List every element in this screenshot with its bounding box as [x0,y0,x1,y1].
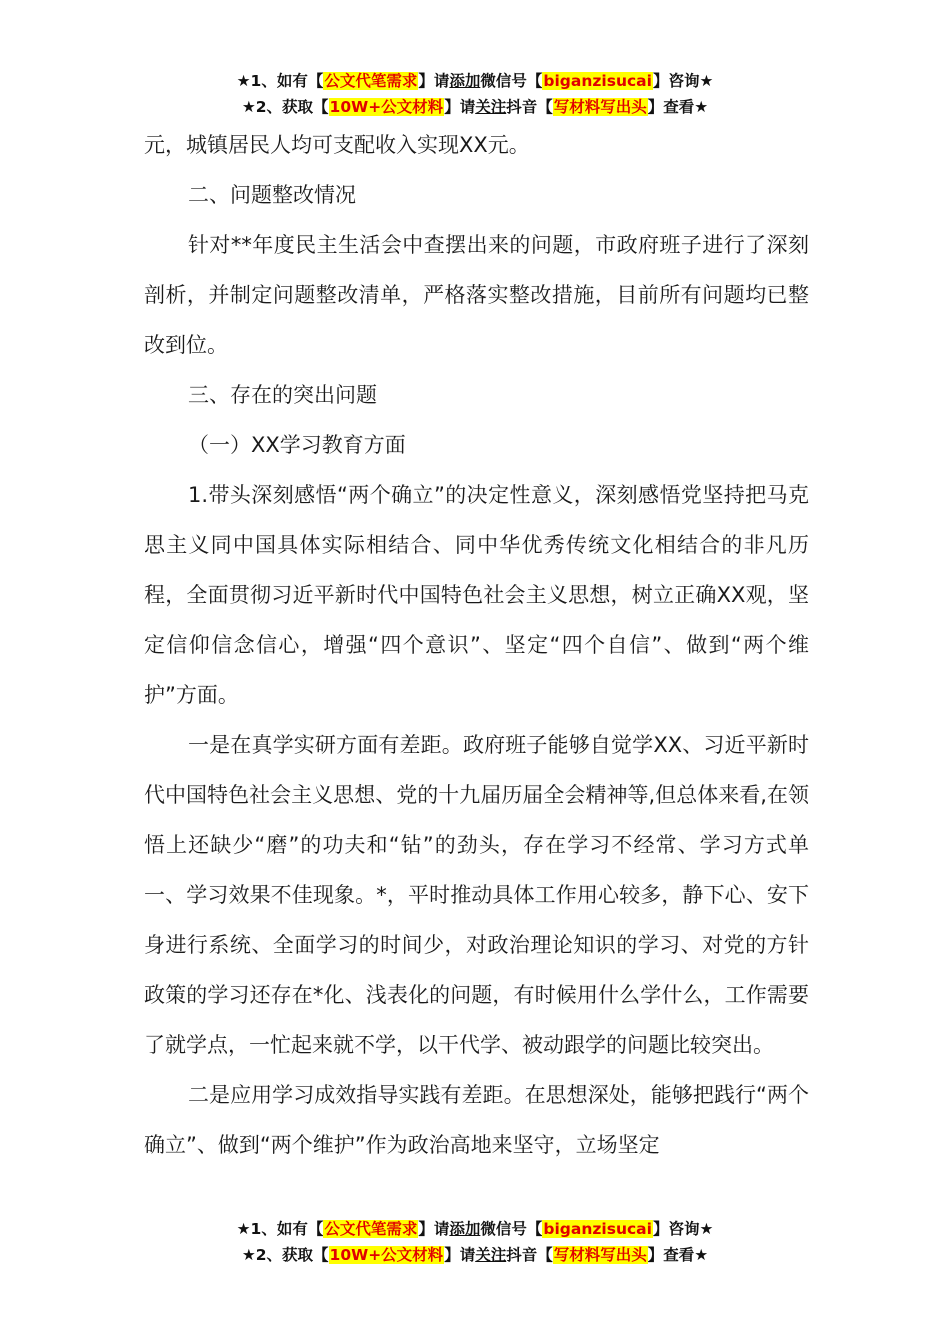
banner-highlight: 写材料写出头 [553,1246,647,1264]
banner-text: ★2、获取【 [241,1246,329,1264]
banner-line-1 [0,1216,950,1242]
banner-text: 抖音【 [506,1246,553,1264]
banner-highlight: 公文代笔需求 [324,72,418,90]
banner-line-2 [0,94,950,120]
paragraph: 针对**年度民主生活会中查摆出来的问题，市政府班子进行了深刻剖析，并制定问题整改清单，严格落实整改措施，目前所有问题均已整改到位。 [144,233,809,357]
banner-text: 微信号【 [480,1220,543,1238]
subsection-heading: （一）XX学习教育方面 [188,433,406,457]
document-body [144,120,809,1170]
top-banner [0,68,950,120]
banner-highlight: 10W+公文材料 [329,98,444,116]
banner-text: 抖音【 [506,98,553,116]
banner-text: 】请 [418,72,450,90]
banner-emphasis: 关注 [475,1246,507,1264]
banner-emphasis: 关注 [475,98,507,116]
banner-text: 微信号【 [480,72,543,90]
paragraph: 一是在真学实研方面有差距。政府班子能够自觉学XX、习近平新时代中国特色社会主义思想、党的十九届历届全会精神等,但总体来看,在领悟上还缺少“磨”的功夫和“钻”的劲头，存在学习不经常、学习方式单一、学习效果不佳现象。*，平时推动具体工作用心较多，静下心、安下身进行系统、全面学习的时间少，对政治理论知识的学习、对党的方针政策的学习还存在*化、浅表化的问题，有时候用什么学什么，工作需要了就学点，一忙起来就不学，以干代学、被动跟学的问题比较突出。 [144,733,809,1057]
banner-text: 】请 [444,1246,476,1264]
banner-text: 】查看★ [647,98,709,116]
banner-emphasis: 添加 [449,72,481,90]
banner-text: 】咨询★ [652,72,714,90]
banner-line-2 [0,1242,950,1268]
banner-text: 】查看★ [647,1246,709,1264]
bottom-banner [0,1216,950,1268]
banner-emphasis: 添加 [449,1220,481,1238]
banner-highlight: biganzisucai [543,72,652,90]
banner-text: ★2、获取【 [241,98,329,116]
banner-text: ★1、如有【 [236,72,324,90]
banner-text: ★1、如有【 [236,1220,324,1238]
paragraph: 二是应用学习成效指导实践有差距。在思想深处，能够把践行“两个确立”、做到“两个维护”作为政治高地来坚守，立场坚定 [144,1083,809,1157]
section-heading: 二、问题整改情况 [188,183,356,207]
banner-highlight: 写材料写出头 [553,98,647,116]
banner-highlight: 10W+公文材料 [329,1246,444,1264]
banner-highlight: biganzisucai [543,1220,652,1238]
banner-text: 】咨询★ [652,1220,714,1238]
section-heading: 三、存在的突出问题 [188,383,377,407]
banner-text: 】请 [444,98,476,116]
banner-text: 】请 [418,1220,450,1238]
banner-line-1 [0,68,950,94]
paragraph: 元，城镇居民人均可支配收入实现XX元。 [144,133,530,157]
banner-highlight: 公文代笔需求 [324,1220,418,1238]
paragraph: 1.带头深刻感悟“两个确立”的决定性意义，深刻感悟党坚持把马克思主义同中国具体实际相结合、同中华优秀传统文化相结合的非凡历程，全面贯彻习近平新时代中国特色社会主义思想，树立正确XX观，坚定信仰信念信心，增强“四个意识”、坚定“四个自信”、做到“两个维护”方面。 [144,483,809,707]
